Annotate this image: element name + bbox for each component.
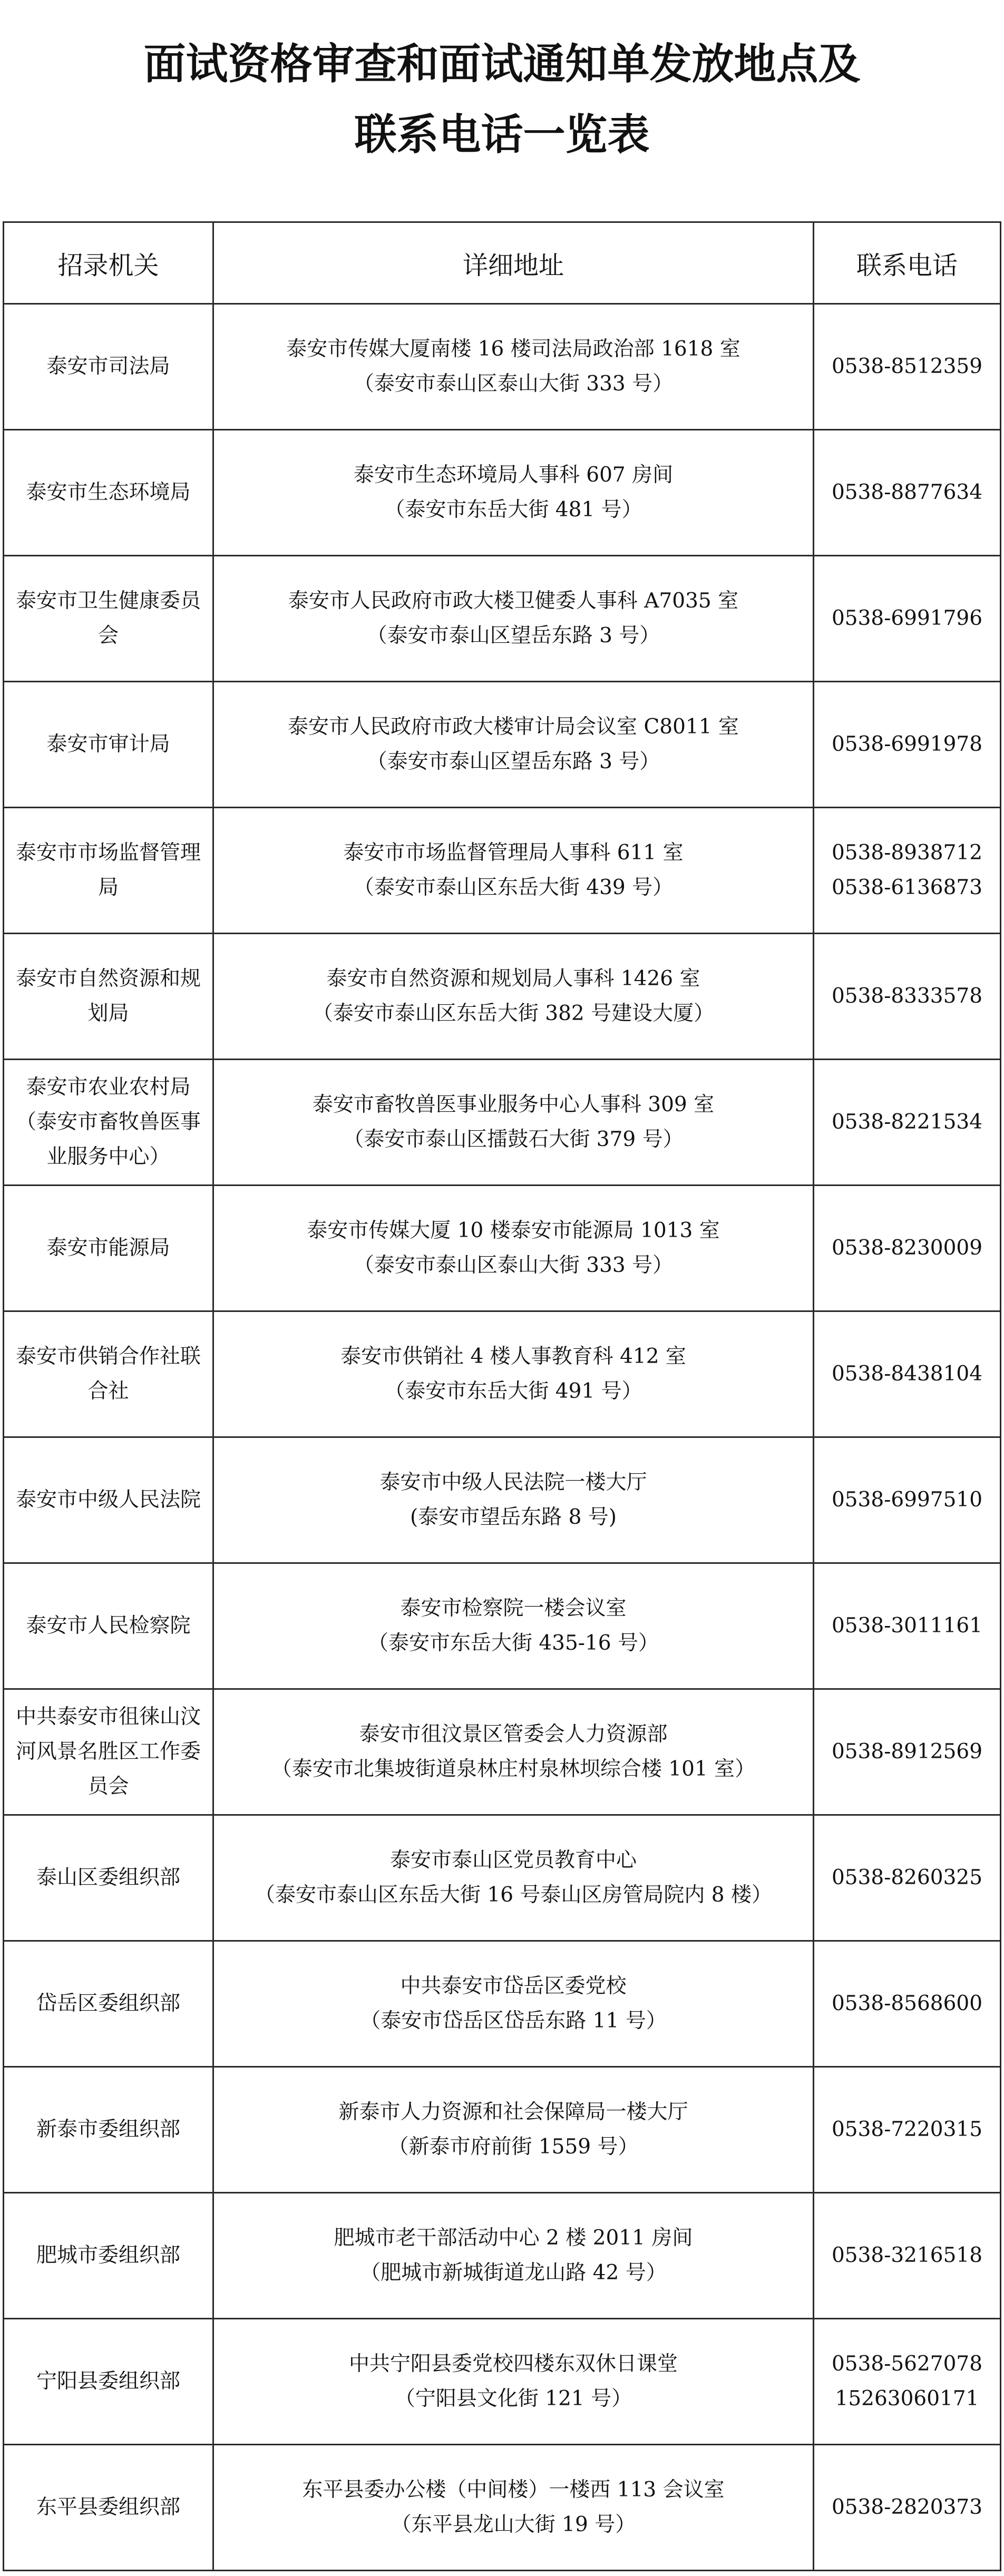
contact-table xyxy=(3,221,1001,2571)
phone-cell xyxy=(814,2193,1001,2319)
address-cell xyxy=(213,1060,814,1186)
phone-cell xyxy=(814,2067,1001,2193)
phone-cell xyxy=(814,808,1001,934)
phone-number: 0538-8568600 xyxy=(831,1992,983,2015)
address-cell xyxy=(213,1563,814,1689)
phone-number: 0538-8260325 xyxy=(831,1866,983,1889)
address-cell xyxy=(213,1311,814,1437)
street-address-line: （泰安市岱岳区岱岳东路 11 号） xyxy=(360,2009,667,2033)
address-line: 新泰市人力资源和社会保障局一楼大厅 xyxy=(338,2100,688,2124)
phone-cell xyxy=(814,430,1001,556)
org-cell xyxy=(4,2445,213,2571)
address-cell xyxy=(213,1941,814,2067)
table-row xyxy=(4,682,1001,808)
address-cell xyxy=(213,682,814,808)
org-name: 泰安市生态环境局 xyxy=(26,481,191,504)
table-row xyxy=(4,2193,1001,2319)
table-row xyxy=(4,2319,1001,2445)
org-name: 泰安市供销合作社联合社 xyxy=(15,1345,201,1403)
address-line: 泰安市中级人民法院一楼大厅 xyxy=(379,1471,647,1494)
address-line: 泰安市人民政府市政大楼卫健委人事科 A7035 室 xyxy=(288,589,739,613)
org-name: 泰安市卫生健康委员会 xyxy=(15,589,201,648)
address-line: 泰安市人民政府市政大楼审计局会议室 C8011 室 xyxy=(288,715,739,739)
header-address: 详细地址 xyxy=(213,222,814,304)
address-line: 东平县委办公楼（中间楼）一楼西 113 会议室 xyxy=(302,2478,725,2502)
address-cell xyxy=(213,2067,814,2193)
table-row xyxy=(4,1060,1001,1186)
phone-number: 0538-6136873 xyxy=(831,876,983,899)
phone-cell xyxy=(814,1689,1001,1815)
table-row xyxy=(4,1689,1001,1815)
street-address-line: （宁阳县文化街 121 号） xyxy=(394,2387,632,2411)
phone-number: 0538-8230009 xyxy=(831,1236,983,1260)
org-name: 泰安市自然资源和规划局 xyxy=(15,967,201,1025)
street-address-line: （东平县龙山大街 19 号） xyxy=(391,2513,636,2536)
street-address-line: （泰安市泰山区泰山大街 333 号） xyxy=(353,1253,674,1277)
phone-number: 0538-3216518 xyxy=(831,2244,983,2267)
org-cell xyxy=(4,556,213,682)
org-cell xyxy=(4,1060,213,1186)
address-line: 泰安市生态环境局人事科 607 房间 xyxy=(353,463,674,487)
street-address-line: （肥城市新城街道龙山路 42 号） xyxy=(360,2261,667,2285)
street-address-line: （泰安市东岳大街 491 号） xyxy=(384,1379,642,1403)
org-name: 肥城市委组织部 xyxy=(36,2244,180,2267)
address-cell xyxy=(213,1186,814,1311)
header-org: 招录机关 xyxy=(4,222,213,304)
address-line: 肥城市老干部活动中心 2 楼 2011 房间 xyxy=(334,2226,693,2250)
org-name: 新泰市委组织部 xyxy=(36,2118,180,2141)
phone-cell xyxy=(814,934,1001,1060)
org-cell xyxy=(4,2067,213,2193)
table-row xyxy=(4,1563,1001,1689)
phone-cell xyxy=(814,1941,1001,2067)
org-cell xyxy=(4,1186,213,1311)
table-row xyxy=(4,1186,1001,1311)
phone-number: 0538-8877634 xyxy=(831,481,983,504)
table-header-row xyxy=(4,222,1001,304)
phone-number: 0538-3011161 xyxy=(831,1614,983,1638)
table-row xyxy=(4,808,1001,934)
org-cell xyxy=(4,808,213,934)
phone-cell xyxy=(814,304,1001,430)
page-title-line-2: 联系电话一览表 xyxy=(354,110,650,159)
table-row xyxy=(4,556,1001,682)
org-name: 泰安市农业农村局（泰安市畜牧兽医事业服务中心） xyxy=(15,1075,201,1169)
address-line: 泰安市传媒大厦 10 楼泰安市能源局 1013 室 xyxy=(307,1219,720,1242)
phone-number: 0538-6991978 xyxy=(831,732,983,756)
phone-number: 0538-6991796 xyxy=(831,606,983,630)
table-body xyxy=(4,304,1001,2571)
org-cell xyxy=(4,934,213,1060)
address-cell xyxy=(213,430,814,556)
phone-number: 0538-8221534 xyxy=(831,1110,983,1134)
org-name: 宁阳县委组织部 xyxy=(36,2369,180,2393)
phone-cell xyxy=(814,2319,1001,2445)
phone-cell xyxy=(814,1815,1001,1941)
phone-number: 0538-7220315 xyxy=(831,2118,983,2141)
address-cell xyxy=(213,808,814,934)
street-address-line: （泰安市泰山区望岳东路 3 号） xyxy=(366,624,660,648)
table-row xyxy=(4,304,1001,430)
org-cell xyxy=(4,1563,213,1689)
address-cell xyxy=(213,1437,814,1563)
page-title-line-1: 面试资格审查和面试通知单发放地点及 xyxy=(143,40,861,89)
address-cell xyxy=(213,2445,814,2571)
org-cell xyxy=(4,1941,213,2067)
phone-cell xyxy=(814,1311,1001,1437)
address-line: 中共泰安市岱岳区委党校 xyxy=(400,1974,627,1998)
phone-number: 0538-8938712 xyxy=(831,841,983,865)
phone-cell xyxy=(814,556,1001,682)
address-line: 泰安市徂汶景区管委会人力资源部 xyxy=(359,1722,668,1746)
address-cell xyxy=(213,934,814,1060)
table-row xyxy=(4,1941,1001,2067)
org-cell xyxy=(4,430,213,556)
org-name: 岱岳区委组织部 xyxy=(36,1992,180,2015)
address-line: 泰安市检察院一楼会议室 xyxy=(400,1596,627,1620)
address-cell xyxy=(213,556,814,682)
address-line: 泰安市畜牧兽医事业服务中心人事科 309 室 xyxy=(312,1093,715,1116)
org-name: 泰安市市场监督管理局 xyxy=(15,841,201,899)
street-address-line: （泰安市北集坡街道泉林庄村泉林坝综合楼 101 室） xyxy=(271,1757,756,1781)
phone-number: 0538-8333578 xyxy=(831,984,983,1008)
address-cell xyxy=(213,304,814,430)
street-address-line: （泰安市东岳大街 481 号） xyxy=(384,498,642,522)
street-address-line: （泰安市泰山区擂鼓石大街 379 号） xyxy=(343,1128,684,1151)
table-row xyxy=(4,2445,1001,2571)
table-row xyxy=(4,2067,1001,2193)
org-name: 东平县委组织部 xyxy=(36,2495,180,2519)
org-cell xyxy=(4,2193,213,2319)
table-row xyxy=(4,934,1001,1060)
street-address-line: （新泰市府前街 1559 号） xyxy=(388,2135,639,2159)
org-cell xyxy=(4,1689,213,1815)
phone-cell xyxy=(814,1060,1001,1186)
street-address-line: （泰安市泰山区泰山大街 333 号） xyxy=(353,372,674,396)
street-address-line: （泰安市泰山区东岳大街 439 号） xyxy=(353,876,674,899)
org-name: 泰山区委组织部 xyxy=(36,1866,180,1889)
header-phone: 联系电话 xyxy=(814,222,1001,304)
org-name: 泰安市人民检察院 xyxy=(26,1614,191,1638)
phone-number: 0538-8512359 xyxy=(831,355,983,378)
org-name: 泰安市能源局 xyxy=(46,1236,170,1260)
address-line: 中共宁阳县委党校四楼东双休日课堂 xyxy=(348,2352,678,2376)
org-cell xyxy=(4,682,213,808)
street-address-line: （泰安市泰山区东岳大街 16 号泰山区房管局院内 8 楼） xyxy=(254,1883,773,1907)
address-line: 泰安市泰山区党员教育中心 xyxy=(389,1848,637,1872)
street-address-line: (泰安市望岳东路 8 号) xyxy=(410,1505,617,1529)
org-name: 泰安市司法局 xyxy=(46,355,170,378)
address-line: 泰安市传媒大厦南楼 16 楼司法局政治部 1618 室 xyxy=(286,337,740,361)
phone-cell xyxy=(814,1437,1001,1563)
phone-number: 15263060171 xyxy=(835,2387,979,2411)
address-line: 泰安市市场监督管理局人事科 611 室 xyxy=(343,841,684,865)
address-cell xyxy=(213,2319,814,2445)
phone-number: 0538-6997510 xyxy=(831,1488,983,1512)
phone-cell xyxy=(814,682,1001,808)
street-address-line: （泰安市泰山区东岳大街 382 号建设大厦） xyxy=(312,1002,715,1025)
address-line: 泰安市自然资源和规划局人事科 1426 室 xyxy=(326,967,700,991)
address-cell xyxy=(213,2193,814,2319)
org-cell xyxy=(4,1437,213,1563)
phone-number: 0538-8438104 xyxy=(831,1362,983,1386)
phone-cell xyxy=(814,1186,1001,1311)
table-row xyxy=(4,430,1001,556)
phone-number: 0538-5627078 xyxy=(831,2352,983,2376)
address-cell xyxy=(213,1689,814,1815)
table-row xyxy=(4,1437,1001,1563)
phone-number: 0538-8912569 xyxy=(831,1740,983,1764)
org-name: 泰安市审计局 xyxy=(46,732,170,756)
org-cell xyxy=(4,1311,213,1437)
phone-cell xyxy=(814,1563,1001,1689)
org-cell xyxy=(4,1815,213,1941)
org-cell xyxy=(4,2319,213,2445)
table-row xyxy=(4,1311,1001,1437)
address-cell xyxy=(213,1815,814,1941)
org-name: 泰安市中级人民法院 xyxy=(15,1488,201,1512)
phone-number: 0538-2820373 xyxy=(831,2495,983,2519)
org-name: 中共泰安市徂徕山汶河风景名胜区工作委员会 xyxy=(15,1705,201,1798)
table-row xyxy=(4,1815,1001,1941)
address-line: 泰安市供销社 4 楼人事教育科 412 室 xyxy=(340,1345,686,1368)
street-address-line: （泰安市东岳大街 435-16 号） xyxy=(367,1631,659,1655)
street-address-line: （泰安市泰山区望岳东路 3 号） xyxy=(366,750,660,773)
org-cell xyxy=(4,304,213,430)
phone-cell xyxy=(814,2445,1001,2571)
